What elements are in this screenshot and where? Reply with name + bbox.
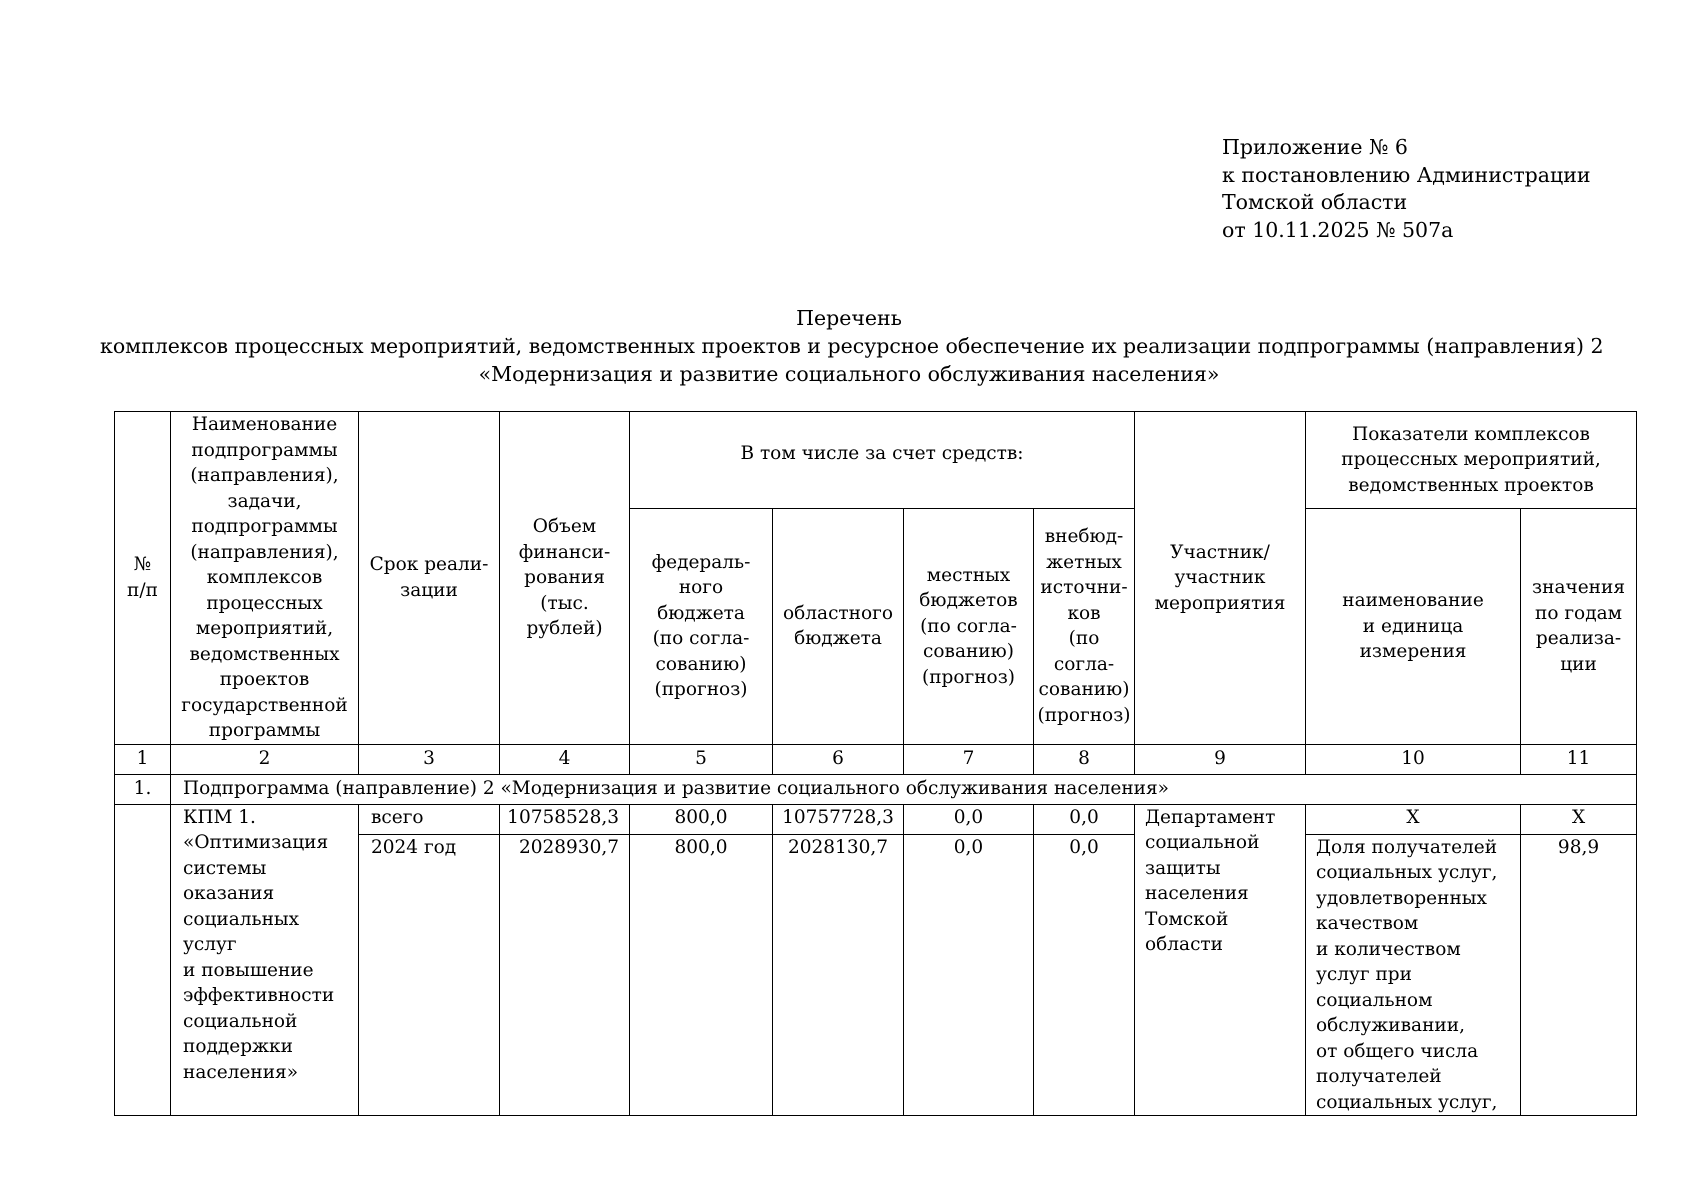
kpm-total-local: 0,0 <box>904 804 1034 834</box>
column-number: 9 <box>1135 744 1306 774</box>
column-number: 4 <box>500 744 630 774</box>
subprogram-title: Подпрограмма (направление) 2 «Модернизация и развитие социального обслуживания населения» <box>171 774 1637 804</box>
column-number-row <box>115 744 1637 774</box>
appendix-line-3: Томской области <box>1222 190 1408 214</box>
column-number: 5 <box>630 744 773 774</box>
header-local: местных бюджетов (по согла- сованию) (прогноз) <box>904 509 1034 744</box>
header-federal: федераль- ного бюджета (по согла- сованию) (прогноз) <box>630 509 773 744</box>
column-number: 6 <box>773 744 904 774</box>
header-num: № п/п <box>115 412 171 745</box>
header-regional: областного бюджета <box>773 509 904 744</box>
kpm-num-cell <box>115 804 171 1116</box>
kpm-total-ind-name: X <box>1306 804 1521 834</box>
kpm-year-period: 2024 год <box>359 834 500 1116</box>
column-number: 1 <box>115 744 171 774</box>
column-number: 7 <box>904 744 1034 774</box>
heading-line-2: комплексов процессных мероприятий, ведомственных проектов и ресурсное обеспечение их реализации подпрограммы (направления) 2 <box>100 334 1604 358</box>
kpm-name: КПМ 1. «Оптимизация системы оказания социальных услуг и повышение эффективности социальной поддержки населения» <box>171 804 359 1116</box>
kpm-participant: Департамент социальной защиты населения Томской области <box>1135 804 1306 1116</box>
header-extra: внебюд- жетных источни- ков (по согла- сованию) (прогноз) <box>1034 509 1135 744</box>
kpm-total-federal: 800,0 <box>630 804 773 834</box>
column-number: 11 <box>1521 744 1637 774</box>
kpm-year-regional: 2028130,7 <box>773 834 904 1116</box>
header-volume: Объем финанси- рования (тыс. рублей) <box>500 412 630 745</box>
column-number: 3 <box>359 744 500 774</box>
column-number: 10 <box>1306 744 1521 774</box>
column-number: 2 <box>171 744 359 774</box>
header-incl-group: В том числе за счет средств: <box>630 412 1135 509</box>
kpm-total-row <box>115 804 1637 834</box>
kpm-year-local: 0,0 <box>904 834 1034 1116</box>
appendix-block <box>1222 134 1591 244</box>
heading-title: Перечень <box>796 306 902 330</box>
kpm-year-extra: 0,0 <box>1034 834 1135 1116</box>
subprogram-num: 1. <box>115 774 171 804</box>
document-heading <box>100 304 1604 388</box>
header-period: Срок реали- зации <box>359 412 500 745</box>
column-number: 8 <box>1034 744 1135 774</box>
heading-line-3: «Модернизация и развитие социального обслуживания населения» <box>478 362 1220 386</box>
kpm-total-extra: 0,0 <box>1034 804 1135 834</box>
kpm-year-ind-value: 98,9 <box>1521 834 1637 1116</box>
header-indicators-group: Показатели комплексов процессных мероприятий, ведомственных проектов <box>1306 412 1637 509</box>
kpm-year-ind-name: Доля получателей социальных услуг, удовлетворенных качеством и количеством услуг при социальном обслуживании, от общего числа получателей социальных услуг, <box>1306 834 1521 1116</box>
header-ind-values: значения по годам реализа- ции <box>1521 509 1637 744</box>
header-ind-name: наименование и единица измерения <box>1306 509 1521 744</box>
header-name: Наименование подпрограммы (направления), задачи, подпрограммы (направления), комплексов процессных мероприятий, ведомственных проектов государственной программы <box>171 412 359 745</box>
kpm-year-volume: 2028930,7 <box>500 834 630 1116</box>
appendix-line-2: к постановлению Администрации <box>1222 162 1591 187</box>
program-table <box>114 411 1637 1116</box>
appendix-line-1: Приложение № 6 <box>1222 135 1408 159</box>
header-row-1 <box>115 412 1637 509</box>
kpm-total-regional: 10757728,3 <box>773 804 904 834</box>
kpm-total-period: всего <box>359 804 500 834</box>
appendix-line-4: от 10.11.2025 № 507а <box>1222 217 1454 242</box>
header-participant: Участник/ участник мероприятия <box>1135 412 1306 745</box>
kpm-total-ind-value: X <box>1521 804 1637 834</box>
subprogram-row <box>115 774 1637 804</box>
kpm-total-volume: 10758528,3 <box>500 804 630 834</box>
kpm-year-federal: 800,0 <box>630 834 773 1116</box>
